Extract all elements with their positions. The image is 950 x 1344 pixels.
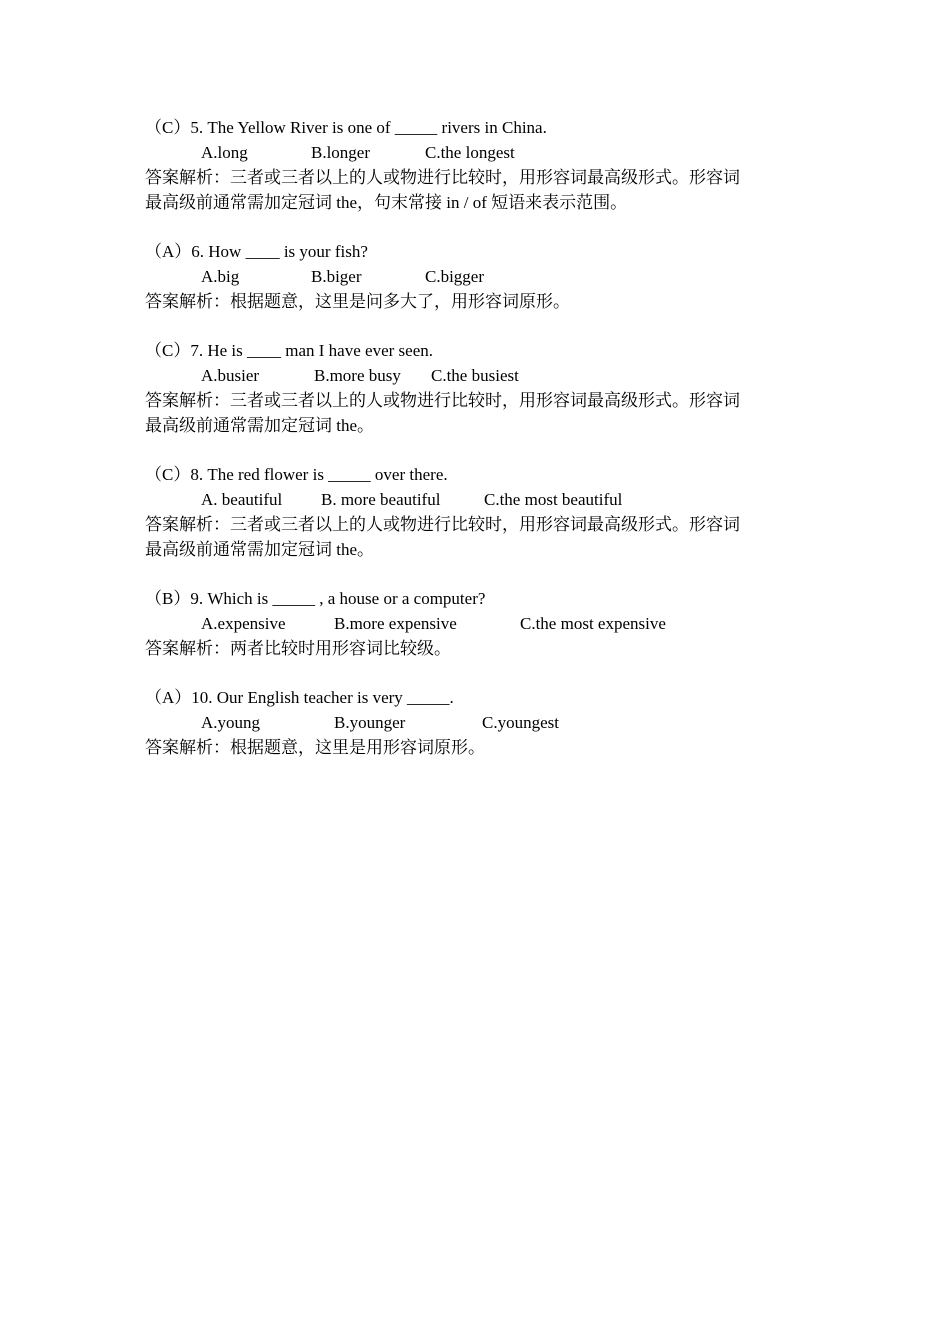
answer-key: （C） xyxy=(145,341,191,360)
options-row xyxy=(145,140,815,165)
option-b: B.biger xyxy=(311,267,362,286)
option-b: B. more beautiful xyxy=(321,490,441,509)
option-b: B.longer xyxy=(311,143,371,162)
question-stem xyxy=(145,586,815,611)
options-row xyxy=(145,611,815,636)
answer-key: （C） xyxy=(145,465,191,484)
option-c: C.the most expensive xyxy=(520,614,666,633)
answer-analysis xyxy=(145,165,815,215)
analysis-line: 最高级前通常需加定冠词 the。 xyxy=(145,416,375,435)
analysis-line: 答案解析：三者或三者以上的人或物进行比较时，用形容词最高级形式。形容词 xyxy=(145,168,740,187)
analysis-line: 答案解析：两者比较时用形容词比较级。 xyxy=(145,639,451,658)
option-b: B.more expensive xyxy=(334,614,457,633)
question-stem xyxy=(145,338,815,363)
option-a: A. beautiful xyxy=(201,490,283,509)
question-list xyxy=(145,115,815,784)
analysis-line: 答案解析：根据题意，这里是用形容词原形。 xyxy=(145,738,485,757)
options-row xyxy=(145,264,815,289)
answer-key: （C） xyxy=(145,118,191,137)
option-b: B.younger xyxy=(334,713,406,732)
answer-key: （A） xyxy=(145,242,192,261)
option-c: C.the busiest xyxy=(431,366,519,385)
analysis-line: 答案解析：三者或三者以上的人或物进行比较时，用形容词最高级形式。形容词 xyxy=(145,515,740,534)
question-text: 7. He is ____ man I have ever seen. xyxy=(190,341,433,360)
options-row xyxy=(145,363,815,388)
option-c: C.the longest xyxy=(425,143,515,162)
question-text: 8. The red flower is _____ over there. xyxy=(190,465,448,484)
question-text: 5. The Yellow River is one of _____ rivers in China. xyxy=(190,118,547,137)
answer-analysis xyxy=(145,388,815,438)
analysis-line: 最高级前通常需加定冠词 the。 xyxy=(145,540,375,559)
answer-key: （B） xyxy=(145,589,191,608)
question-6 xyxy=(145,239,815,314)
question-10 xyxy=(145,685,815,760)
answer-analysis xyxy=(145,289,815,314)
option-a: A.long xyxy=(201,143,248,162)
question-8 xyxy=(145,462,815,562)
option-a: A.busier xyxy=(201,366,260,385)
answer-analysis xyxy=(145,735,815,760)
question-stem xyxy=(145,115,815,140)
option-c: C.the most beautiful xyxy=(484,490,623,509)
question-9 xyxy=(145,586,815,661)
answer-key: （A） xyxy=(145,688,192,707)
option-c: C.bigger xyxy=(425,267,485,286)
analysis-line: 最高级前通常需加定冠词 the，句末常接 in / of 短语来表示范围。 xyxy=(145,193,628,212)
options-row xyxy=(145,710,815,735)
question-text: 6. How ____ is your fish? xyxy=(191,242,368,261)
question-text: 10. Our English teacher is very _____. xyxy=(191,688,454,707)
option-c: C.youngest xyxy=(482,713,559,732)
question-stem xyxy=(145,685,815,710)
question-stem xyxy=(145,239,815,264)
analysis-line: 答案解析：三者或三者以上的人或物进行比较时，用形容词最高级形式。形容词 xyxy=(145,391,740,410)
analysis-line: 答案解析：根据题意，这里是问多大了，用形容词原形。 xyxy=(145,292,570,311)
question-text: 9. Which is _____ , a house or a computer? xyxy=(190,589,486,608)
options-row xyxy=(145,487,815,512)
question-5 xyxy=(145,115,815,215)
option-a: A.young xyxy=(201,713,261,732)
answer-analysis xyxy=(145,636,815,661)
question-stem xyxy=(145,462,815,487)
option-b: B.more busy xyxy=(314,366,401,385)
question-7 xyxy=(145,338,815,438)
answer-analysis xyxy=(145,512,815,562)
option-a: A.big xyxy=(201,267,240,286)
option-a: A.expensive xyxy=(201,614,286,633)
